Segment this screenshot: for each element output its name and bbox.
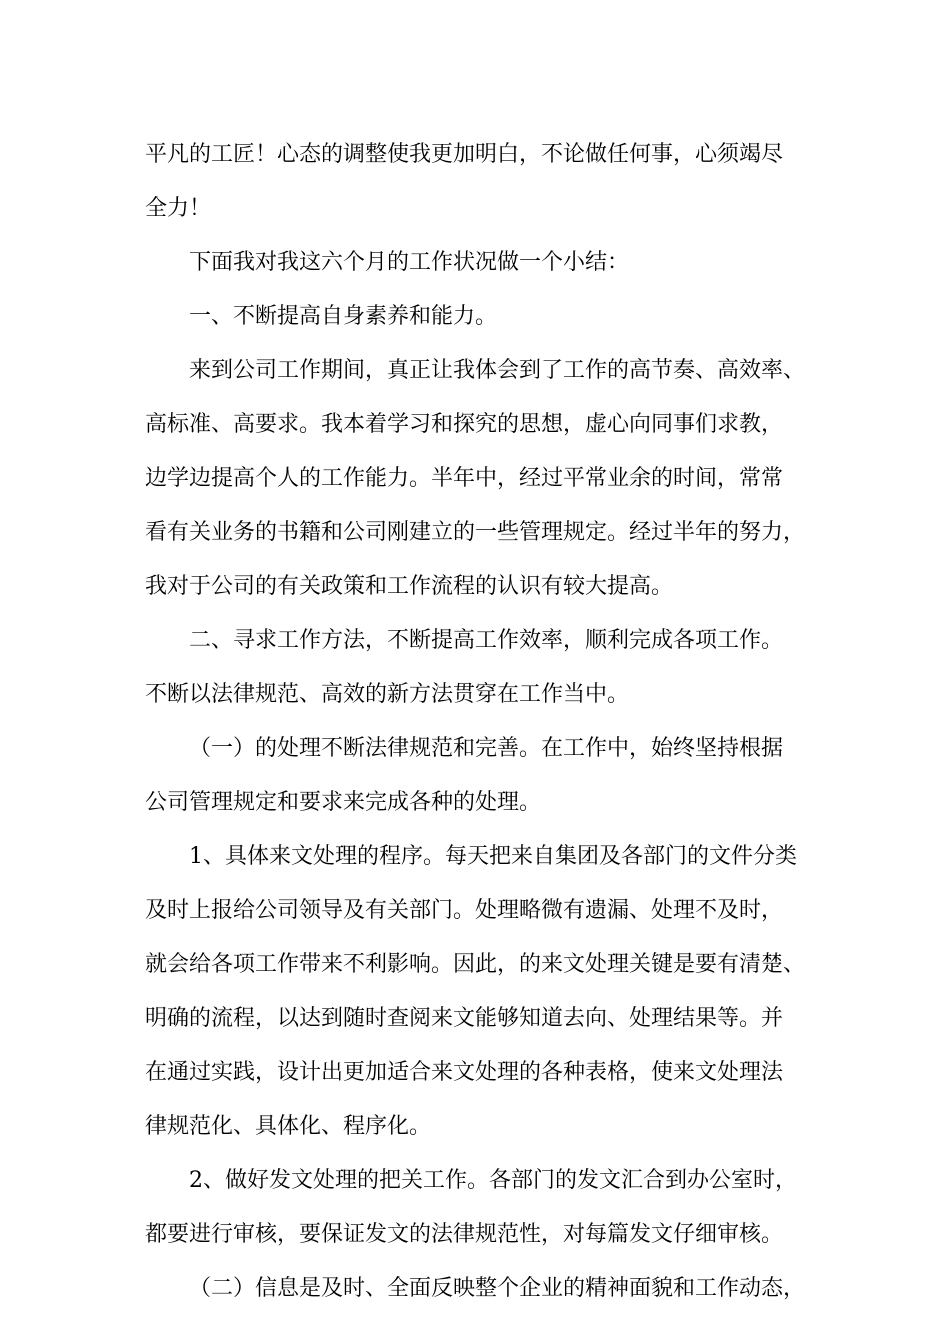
- text-line: 律规范化、具体化、程序化。: [145, 1114, 432, 1139]
- section-heading: 一、不断提高自身素养和能力。: [189, 304, 498, 329]
- text-line: 及时上报给公司领导及有关部门。处理略微有遗漏、处理不及时，: [145, 898, 784, 923]
- text-line: 看有关业务的书籍和公司刚建立的一些管理规定。经过半年的努力，: [145, 520, 806, 545]
- section-heading: 二、寻求工作方法，不断提高工作效率，顺利完成各项工作。: [189, 628, 784, 653]
- text-line: 下面我对我这六个月的工作状况做一个小结：: [189, 250, 630, 275]
- text-line: 在通过实践，设计出更加适合来文处理的各种表格，使来文处理法: [145, 1060, 784, 1085]
- text-line: 高标准、高要求。我本着学习和探究的思想，虚心向同事们求教，: [145, 412, 784, 437]
- text-line: 明确的流程，以达到随时查阅来文能够知道去向、处理结果等。并: [145, 1006, 784, 1031]
- text-line: 我对于公司的有关政策和工作流程的认识有较大提高。: [145, 574, 674, 599]
- body-text: [145, 128, 835, 1316]
- text-line: 2、做好发文处理的把关工作。各部门的发文汇合到办公室时，: [189, 1168, 797, 1193]
- subsection-heading: （一）的处理不断法律规范和完善。在工作中，始终坚持根据: [189, 736, 784, 761]
- text-line: 平凡的工匠！心态的调整使我更加明白，不论做任何事，心须竭尽: [145, 142, 784, 167]
- text-line: 来到公司工作期间，真正让我体会到了工作的高节奏、高效率、: [189, 358, 806, 383]
- subsection-heading: （二）信息是及时、全面反映整个企业的精神面貌和工作动态，: [189, 1276, 806, 1301]
- text-line: 就会给各项工作带来不利影响。因此，的来文处理关键是要有清楚、: [145, 952, 806, 977]
- text-line: 不断以法律规范、高效的新方法贯穿在工作当中。: [145, 682, 630, 707]
- text-line: 边学边提高个人的工作能力。半年中，经过平常业余的时间，常常: [145, 466, 784, 491]
- text-line: 全力！: [145, 196, 212, 221]
- text-line: 都要进行审核，要保证发文的法律规范性，对每篇发文仔细审核。: [145, 1222, 784, 1247]
- text-line: 1、具体来文处理的程序。每天把来自集团及各部门的文件分类: [189, 844, 797, 869]
- text-line: 公司管理规定和要求来完成各种的处理。: [145, 790, 542, 815]
